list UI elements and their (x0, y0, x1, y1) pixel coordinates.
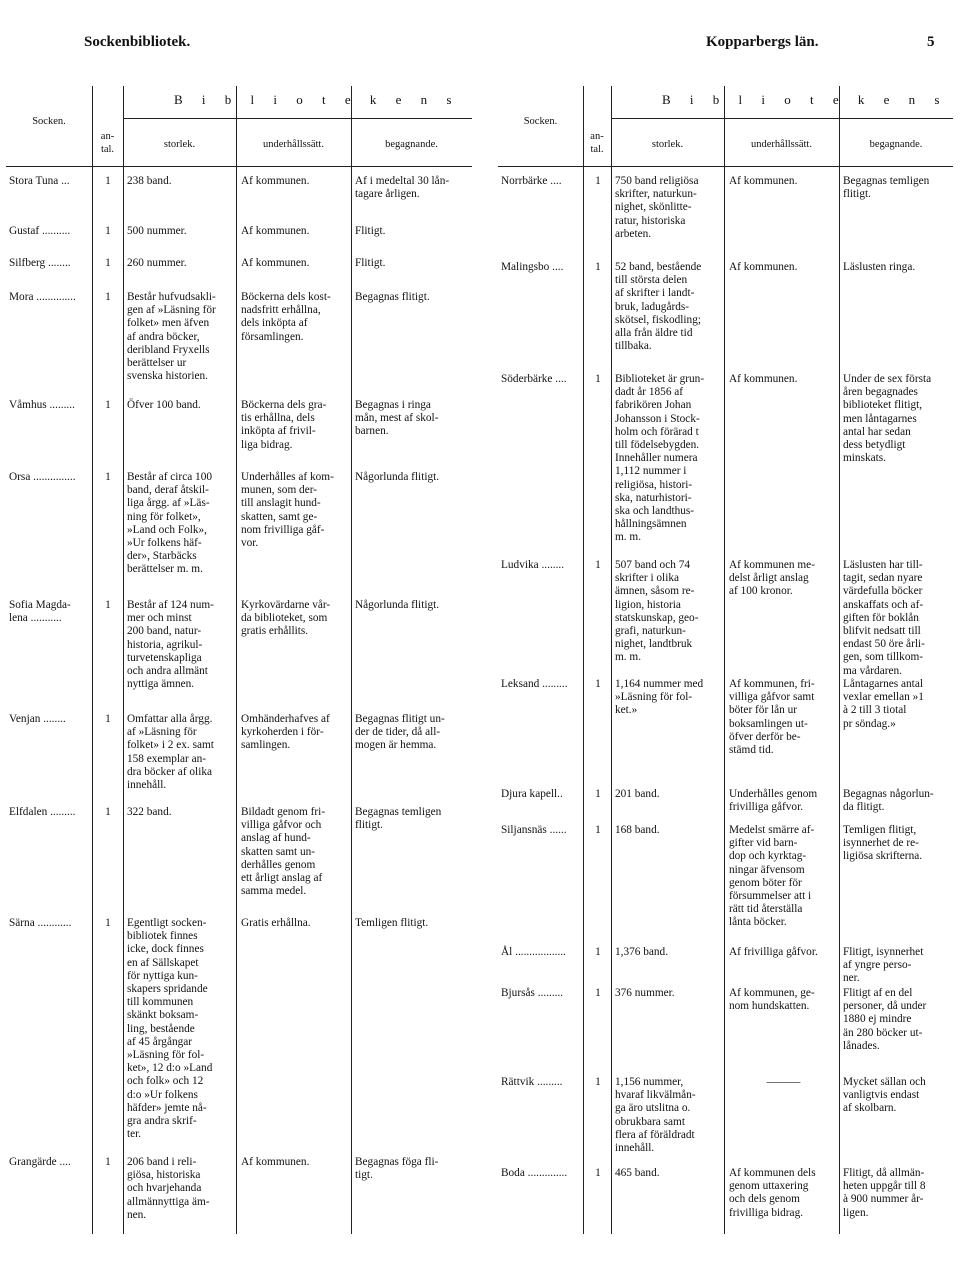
socken-cell: Leksand ......... (501, 678, 568, 690)
col-begagnande: begagnande. (385, 139, 438, 150)
underhallssatt-cell: Gratis erhållna. (241, 917, 311, 929)
socken-cell: Siljansnäs ...... (501, 824, 567, 836)
underhallssatt-cell: Underhålles genom frivilliga gåfvor. (729, 788, 818, 814)
storlek-cell: 238 band. (127, 175, 172, 187)
begagnande-cell: Begagnas i ringa mån, mest af skol- barnen. (355, 399, 439, 438)
storlek-cell: 201 band. (615, 788, 660, 800)
storlek-cell: Består af circa 100 band, deraf åtskil- liga årgg. af »Läs- ning för folket», »Land och Folk», »Ur folkens häf- der», Starbäcks berättelser m. m. (127, 471, 212, 576)
storlek-cell: Egentligt socken- bibliotek finnes icke, dock finnes en af Sällskapet för nyttiga kun- skapers spridande till kommunen skänkt boksam- ling, bestående af 45 årgångar »Läsning för fol- ket», 12 d:o »Land och folk» och 12 d:o »Ur folkens häfder» jemte nå- gra andra skrif- ter. (127, 917, 213, 1141)
antal-cell: 1 (595, 1167, 601, 1179)
underhallssatt-cell: Af frivilliga gåfvor. (729, 946, 818, 958)
col-antal: an- tal. (590, 131, 604, 156)
underhallssatt-cell: Kyrkovärdarne vår- da biblioteket, som gratis erhållits. (241, 599, 331, 638)
antal-cell: 1 (105, 399, 111, 411)
column-divider (351, 86, 352, 1234)
underhallssatt-cell: Af kommunen. (241, 225, 310, 237)
bibliotekens-heading: B i b l i o t e k e n s (174, 92, 460, 107)
socken-cell: Särna ............ (9, 917, 72, 929)
antal-cell: 1 (595, 373, 601, 385)
underhallssatt-cell: Af kommunen me- delst årligt anslag af 100 kronor. (729, 559, 815, 598)
socken-cell: Ludvika ........ (501, 559, 565, 571)
begagnande-cell: Begagnas temligen flitigt. (843, 175, 930, 201)
col-begagnande: begagnande. (869, 139, 923, 150)
storlek-cell: 206 band i reli- giösa, historiska och hvarjehanda allmännyttiga äm- nen. (127, 1156, 210, 1221)
storlek-cell: 1,156 nummer, hvaraf likvälmån- ga äro utslitna o. obrukbara samt flera af föräldradt innehåll. (615, 1076, 696, 1155)
storlek-cell: 168 band. (615, 824, 660, 836)
storlek-cell: 465 band. (615, 1167, 660, 1179)
socken-cell: Boda .............. (501, 1167, 568, 1179)
antal-cell: 1 (595, 175, 601, 187)
underhallssatt-cell: Omhänderhafves af kyrkoherden i för- samlingen. (241, 713, 330, 752)
col-storlek: storlek. (651, 139, 684, 150)
begagnande-cell: Läslusten har till- tagit, sedan nyare värdefulla böcker anskaffats och af- giften för boklån blifvit nedsatt till endast 50 öre årli- gen, som tillkom- ma vårdaren. (843, 559, 925, 677)
column-divider (839, 86, 840, 1234)
underhallssatt-cell: Underhålles af kom- munen, som der- till anslagit hund- skatten, samt ge- nom frivilliga gåf- vor. (241, 471, 334, 550)
storlek-cell: 1,164 nummer med »Läsning för fol- ket.» (615, 678, 704, 717)
antal-cell: 1 (595, 1076, 601, 1088)
underhallssatt-cell: Af kommunen. (729, 261, 798, 273)
socken-cell: Söderbärke .... (501, 373, 567, 385)
storlek-cell: Öfver 100 band. (127, 399, 201, 411)
begagnande-cell: Flitigt af en del personer, då under 1880 ej mindre än 280 böcker ut- lånades. (843, 987, 927, 1052)
column-divider (611, 86, 612, 1234)
underhallssatt-cell: Bildadt genom fri- villiga gåfvor och anslag af hund- skatten samt un- derhålles genom ett årligt anslag af samma medel. (241, 806, 326, 898)
bibliotekens-heading: B i b l i o t e k e n s (662, 92, 948, 107)
begagnande-cell: Begagnas temligen flitigt. (355, 806, 442, 832)
antal-cell: 1 (105, 291, 111, 303)
socken-cell: Våmhus ......... (9, 399, 75, 411)
underhallssatt-cell: Af kommunen. (729, 373, 798, 385)
antal-cell: 1 (105, 917, 111, 929)
antal-cell: 1 (595, 987, 601, 999)
antal-cell: 1 (105, 257, 111, 269)
underhallssatt-cell: Af kommunen. (241, 257, 310, 269)
socken-cell: Gustaf .......... (9, 225, 71, 237)
socken-cell: Stora Tuna ... (9, 175, 70, 187)
storlek-cell: 376 nummer. (615, 987, 675, 999)
antal-cell: 1 (105, 713, 111, 725)
antal-cell: 1 (105, 806, 111, 818)
socken-cell: Venjan ........ (9, 713, 66, 725)
antal-cell: 1 (595, 946, 601, 958)
antal-cell: 1 (105, 175, 111, 187)
socken-cell: Malingsbo .... (501, 261, 564, 273)
socken-cell: Norrbärke .... (501, 175, 562, 187)
storlek-cell: 1,376 band. (615, 946, 669, 958)
antal-cell: 1 (595, 261, 601, 273)
socken-cell: Orsa ............... (9, 471, 76, 483)
header-divider (6, 166, 472, 167)
begagnande-cell: Flitigt, då allmän- heten uppgår till 8 à 900 nummer år- ligen. (843, 1167, 926, 1219)
storlek-cell: Omfattar alla årgg. af »Läsning för folket» i 2 ex. samt 158 exemplar an- dra böcker af olika innehåll. (127, 713, 214, 792)
socken-cell: Djura kapell.. (501, 788, 563, 800)
begagnande-cell: Begagnas flitigt. (355, 291, 430, 303)
column-divider (583, 86, 584, 1234)
begagnande-cell: Begagnas flitigt un- der de tider, då all- mogen är hemma. (355, 713, 445, 752)
begagnande-cell: Under de sex första åren begagnades biblioteket flitigt, men låntagarnes antal har sedan dess betydligt minskats. (843, 373, 932, 465)
column-divider (724, 86, 725, 1234)
begagnande-cell: Temligen flitigt, isynnerhet de re- ligiösa skrifterna. (843, 824, 923, 863)
underhallssatt-cell: Af kommunen, fri- villiga gåfvor samt böter för lån ur boksamlingen ut- öfver derför be- stämd tid. (729, 678, 815, 757)
underhallssatt-cell: Böckerna dels kost- nadsfritt erhållna, dels inköpta af församlingen. (241, 291, 331, 343)
col-socken: Socken. (32, 116, 66, 127)
header-divider (123, 118, 472, 119)
antal-cell: 1 (595, 824, 601, 836)
antal-cell: 1 (595, 559, 601, 571)
begagnande-cell: Begagnas någorlun- da flitigt. (843, 788, 934, 814)
socken-cell: Mora .............. (9, 291, 76, 303)
underhallssatt-cell: Af kommunen. (241, 175, 310, 187)
begagnande-cell: Begagnas föga fli- tigt. (355, 1156, 439, 1182)
column-divider (123, 86, 124, 1234)
col-underhallssatt: underhållssätt. (263, 139, 324, 150)
col-storlek: storlek. (163, 139, 196, 150)
antal-cell: 1 (105, 1156, 111, 1168)
storlek-cell: 500 nummer. (127, 225, 187, 237)
begagnande-cell: Någorlunda flitigt. (355, 471, 440, 483)
underhallssatt-cell: Af kommunen. (241, 1156, 310, 1168)
header-left-title: Sockenbibliotek. (84, 34, 191, 50)
begagnande-cell: Temligen flitigt. (355, 917, 429, 929)
right-table (498, 86, 953, 1234)
socken-cell: Grangärde .... (9, 1156, 71, 1168)
antal-cell: 1 (105, 225, 111, 237)
left-table (6, 86, 472, 1234)
col-underhallssatt: underhållssätt. (751, 139, 812, 150)
socken-cell: Elfdalen ......... (9, 806, 76, 818)
begagnande-cell: Flitigt, isynnerhet af yngre perso- ner. (843, 946, 924, 985)
storlek-cell: Biblioteket är grun- dadt år 1856 af fabrikören Johan Johansson i Stock- holm och förärad t till födelsebygden. Innehåller numera 1,112 nummer i religiösa, histori- ska, naturhistori- ska och landthus- hållningsämnen m. m. (615, 373, 705, 544)
storlek-cell: Består hufvudsakli- gen af »Läsning för folket» men äfven af andra böcker, deribland Fryxells berättelser ur svenska historien. (127, 291, 216, 383)
header-center-title: Kopparbergs län. (706, 34, 819, 50)
storlek-cell: 52 band, bestående till största delen af skrifter i landt- bruk, ladugårds- skötsel, fiskodling; alla från äldre tid tillbaka. (615, 261, 702, 353)
underhallssatt-cell: Af kommunen. (729, 175, 798, 187)
storlek-cell: 750 band religiösa skrifter, naturkun- nighet, skönlitte- ratur, historiska arbeten. (615, 175, 699, 240)
storlek-cell: 260 nummer. (127, 257, 187, 269)
underhallssatt-cell: Böckerna dels gra- tis erhållna, dels inköpta af frivil- liga bidrag. (241, 399, 327, 451)
column-divider (236, 86, 237, 1234)
col-antal: an- tal. (100, 131, 115, 156)
storlek-cell: Består af 124 num- mer och minst 200 band, natur- historia, agrikul- turvetenskapliga och andra allmänt nyttiga ämnen. (127, 599, 214, 691)
socken-cell: Rättvik ......... (501, 1076, 563, 1088)
col-socken: Socken. (523, 116, 558, 127)
begagnande-cell: Flitigt. (355, 257, 386, 269)
storlek-cell: 507 band och 74 skrifter i olika ämnen, såsom re- ligion, historia statskunskap, geo- grafi, naturkun- nighet, landtbruk m. m. (615, 559, 699, 664)
begagnande-cell: Låntagarnes antal vexlar emellan »1 à 2 till 3 tiotal pr söndag.» (843, 678, 924, 730)
antal-cell: 1 (595, 788, 601, 800)
underhallssatt-cell: Af kommunen, ge- nom hundskatten. (729, 987, 815, 1013)
underhallssatt-cell: Medelst smärre af- gifter vid barn- dop och kyrktag- ningar äfvensom genom böter för försummelser att i rätt tid återställa lånta böcker. (729, 824, 815, 929)
antal-cell: 1 (105, 599, 111, 611)
underhallssatt-cell: ——— (766, 1076, 801, 1088)
begagnande-cell: Flitigt. (355, 225, 386, 237)
socken-cell: Ål .................. (501, 946, 566, 958)
header-divider (498, 166, 953, 167)
antal-cell: 1 (105, 471, 111, 483)
page-number: 5 (927, 34, 935, 50)
header-divider (611, 118, 953, 119)
socken-cell: Silfberg ........ (9, 257, 71, 269)
antal-cell: 1 (595, 678, 601, 690)
begagnande-cell: Någorlunda flitigt. (355, 599, 440, 611)
socken-cell: Sofia Magda- lena ........... (9, 599, 71, 625)
begagnande-cell: Mycket sällan och vanligtvis endast af skolbarn. (843, 1076, 926, 1115)
storlek-cell: 322 band. (127, 806, 172, 818)
underhallssatt-cell: Af kommunen dels genom uttaxering och dels genom frivilliga bidrag. (729, 1167, 816, 1219)
begagnande-cell: Läslusten ringa. (843, 261, 916, 273)
begagnande-cell: Af i medeltal 30 lån- tagare årligen. (355, 175, 450, 201)
socken-cell: Bjursås ......... (501, 987, 564, 999)
